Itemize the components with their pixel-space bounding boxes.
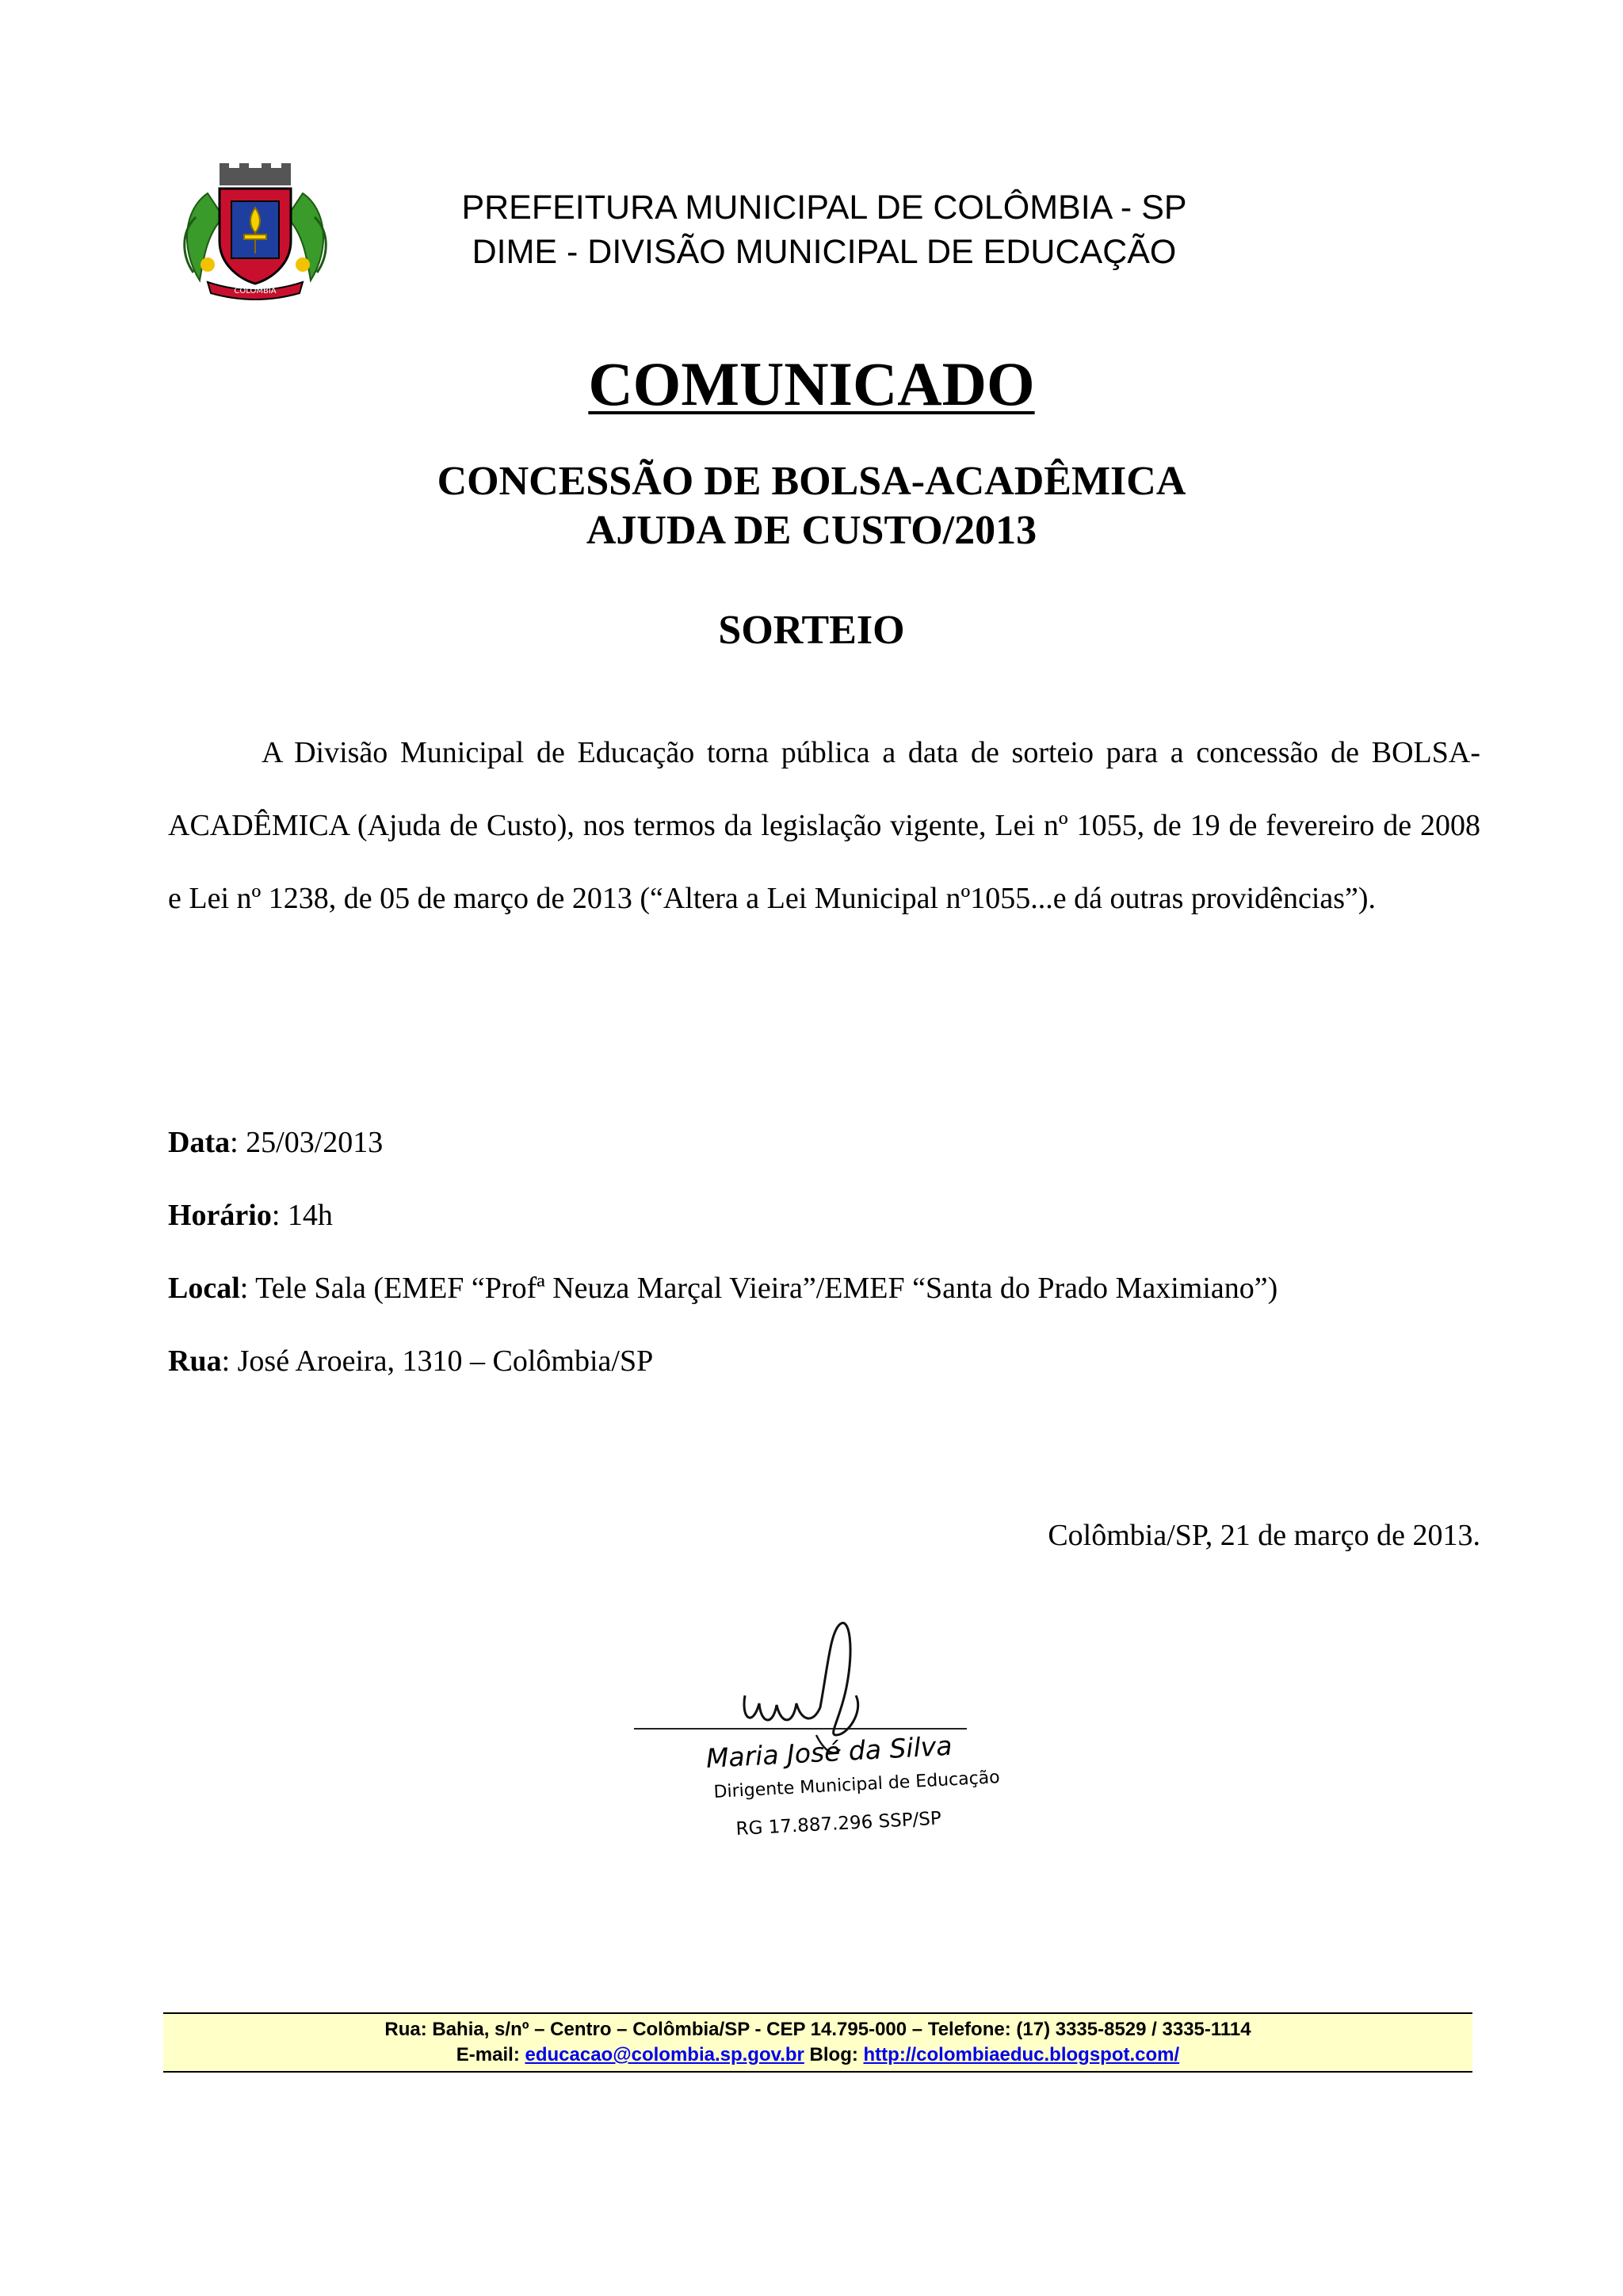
header-line-1: PREFEITURA MUNICIPAL DE COLÔMBIA - SP bbox=[461, 189, 1187, 227]
info-date bbox=[168, 1125, 383, 1160]
footer-blog-label: Blog: bbox=[809, 2044, 858, 2065]
footer bbox=[163, 2012, 1472, 2073]
header bbox=[349, 185, 1300, 274]
body-paragraph: A Divisão Municipal de Educação torna pública a data de sorteio para a concessão de BOLSA-ACADÊMICA (Ajuda de Custo), nos termos da legislação vigente, Lei nº 1055, de 19 de fevereiro de 2008 e Lei nº 1238, de 05 de março de 2013 (“Altera a Lei Municipal nº1055...e dá outras providências”). bbox=[168, 736, 1480, 915]
info-time-value: : 14h bbox=[271, 1199, 333, 1232]
info-place-label: Local bbox=[168, 1272, 240, 1305]
info-time bbox=[168, 1198, 333, 1233]
signature-rg: RG 17.887.296 SSP/SP bbox=[735, 1808, 942, 1840]
info-street bbox=[168, 1344, 653, 1379]
municipal-crest-icon bbox=[176, 162, 334, 301]
info-street-label: Rua bbox=[168, 1344, 222, 1378]
signature-name: Maria José da Silva bbox=[705, 1730, 953, 1774]
crest-banner-text: COLÔMBIA bbox=[234, 287, 277, 296]
info-date-value: : 25/03/2013 bbox=[230, 1126, 384, 1159]
document-title: COMUNICADO bbox=[588, 349, 1035, 418]
footer-contact bbox=[163, 2042, 1472, 2068]
document-subtitle-1: CONCESSÃO DE BOLSA-ACADÊMICA bbox=[437, 459, 1186, 504]
place-date: Colômbia/SP, 21 de março de 2013. bbox=[1048, 1519, 1480, 1552]
signature-role: Dirigente Municipal de Educação bbox=[713, 1768, 1001, 1802]
info-date-label: Data bbox=[168, 1126, 231, 1159]
section-heading: SORTEIO bbox=[718, 608, 905, 653]
info-street-value: : José Aroeira, 1310 – Colômbia/SP bbox=[221, 1344, 654, 1378]
header-line-2: DIME - DIVISÃO MUNICIPAL DE EDUCAÇÃO bbox=[472, 233, 1177, 271]
footer-blog-link[interactable]: http://colombiaeduc.blogspot.com/ bbox=[863, 2044, 1180, 2065]
footer-email-label: E-mail: bbox=[456, 2044, 520, 2065]
footer-email-link[interactable]: educacao@colombia.sp.gov.br bbox=[525, 2044, 804, 2065]
footer-address: Rua: Bahia, s/nº – Centro – Colômbia/SP - CEP 14.795-000 – Telefone: (17) 3335-8529 / 3335-1114 bbox=[384, 2019, 1251, 2040]
info-place-value: : Tele Sala (EMEF “Profª Neuza Marçal Vieira”/EMEF “Santa do Prado Maximiano”) bbox=[239, 1272, 1278, 1305]
info-place bbox=[168, 1271, 1277, 1306]
info-time-label: Horário bbox=[168, 1199, 272, 1232]
document-subtitle-2: AJUDA DE CUSTO/2013 bbox=[586, 508, 1037, 553]
